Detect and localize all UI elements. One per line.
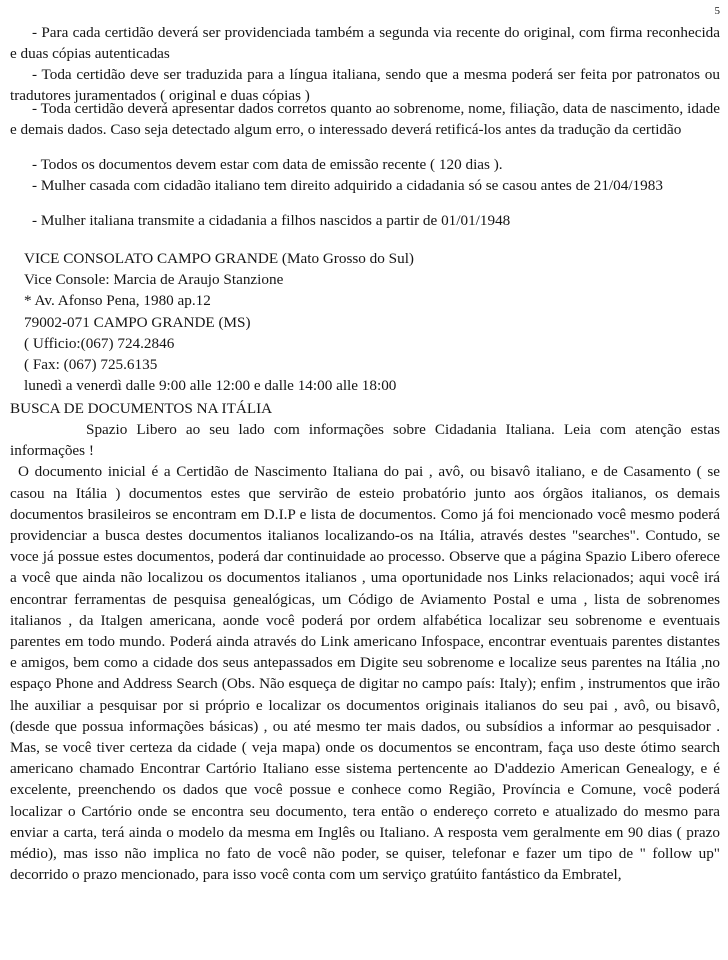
requirement-item: - Mulher italiana transmite a cidadania a filhos nascidos a partir de 01/01/1948 bbox=[32, 212, 511, 229]
requirement-item: - Toda certidão deverá apresentar dados corretos quanto ao sobrenome, nome, filiação, data de nascimento, idade e demais dados. Caso seja detectado algum erro, o interessado deverá retificá-los antes da tradução da certidão bbox=[10, 100, 720, 139]
office-phone: ( Ufficio:(067) 724.2846 bbox=[24, 334, 175, 352]
requirement-item: - Todos os documentos devem estar com data de emissão recente ( 120 dias ). bbox=[32, 156, 503, 173]
fax-number: ( Fax: (067) 725.6135 bbox=[24, 356, 158, 374]
page-number: 5 bbox=[714, 5, 720, 17]
body-paragraph: O documento inicial é a Certidão de Nascimento Italiana do pai , avô, ou bisavô italiano, e de Casamento ( se casou na Itália ) documentos estes que servirão de esteio probatório junto aos órgãos italianos, os demais documentos brasileiros se encontram em D.I.P e lista de documentos. Como já foi mencionado você mesmo poderá providenciar a busca destes documentos italianos localizando-os na Itália, através destes "searches". Contudo, se voce já possue estes documentos, poderá dar continuidade ao processo. Observe que a página Spazio Libero oferece a você que ainda não localizou os documentos italianos , uma oportunidade nos Links relacionados; aqui você irá encontrar ferramentas de pesquisa genealógicas, um Código de Aviamento Postal e uma , lista de sobrenomes italianos , da Italgen americana, aonde você poderá por ordem alfabética localizar seu sobrenome e eventuais parentes em todo mundo. Poderá ainda através do Link americano Infospace, encontrar eventuais parentes distantes e amigos, bem como a cidade dos seus antepassados em Digite seu sobrenome e localize seus parentes na Itália ,no espaço Phone and Address Search (Obs. Não esqueça de digitar no campo país: Italy); enfim , instrumentos que irão lhe auxiliar a pesquisar por si próprio e localizar os documentos originais italianos do seu pai , avô, ou bisavô, (desde que possua informações básicas) , ou até mesmo ter mais dados, ou subsídios a informar ao pesquisador . Mas, se você tiver certeza da cidade ( veja mapa) onde os documentos se encontram, faça uso deste ótimo search americano chamado Encontrar Cartório Italiano esse sistema pertencente ao D'addezio American Genealogy, e é excelente, preenchendo os dados que você possue e conhece como Região, Província e Comune, você poderá localizar o Cartório onde se encontra seu documento, tera então o endereço correto e atualizado do mesmo para enviar a carta, terá ainda o modelo da mesma em Inglês ou Italiano. A resposta vem geralmente em 90 dias ( prazo médio), mas isso não implica no fato de você não poder, se quiser, telefonar e fazer um tipo de " follow up" decorrido o prazo mencionado, para isso você conta com um serviço gratúito fantástico da Embratel, bbox=[10, 463, 720, 884]
section-body bbox=[10, 419, 720, 885]
intro-paragraph: Spazio Libero ao seu lado com informações sobre Cidadania Italiana. Leia com atenção estas informações ! bbox=[10, 421, 720, 460]
office-hours: lunedì a venerdì dalle 9:00 alle 12:00 e dalle 14:00 alle 18:00 bbox=[24, 377, 397, 395]
requirement-item: - Mulher casada com cidadão italiano tem direito adquirido a cidadania só se casou antes de 21/04/1983 bbox=[32, 177, 663, 194]
consulate-name: VICE CONSOLATO CAMPO GRANDE (Mato Grosso do Sul) bbox=[24, 250, 414, 267]
street-address: * Av. Afonso Pena, 1980 ap.12 bbox=[24, 292, 211, 310]
section-title: BUSCA DE DOCUMENTOS NA ITÁLIA bbox=[10, 400, 273, 417]
city-postal-code: 79002-071 CAMPO GRANDE (MS) bbox=[24, 313, 251, 331]
requirement-item: - Toda certidão deve ser traduzida para a língua italiana, sendo que a mesma poderá ser feita por patronatos ou tradutores juramentados ( original e duas cópias ) bbox=[10, 66, 720, 105]
consulate-address-block bbox=[24, 248, 718, 396]
requirement-item: - Para cada certidão deverá ser providenciada também a segunda via recente do original, com firma reconhecida e duas cópias autenticadas bbox=[10, 24, 720, 63]
consul-name: Vice Console: Marcia de Araujo Stanzione bbox=[24, 271, 284, 289]
